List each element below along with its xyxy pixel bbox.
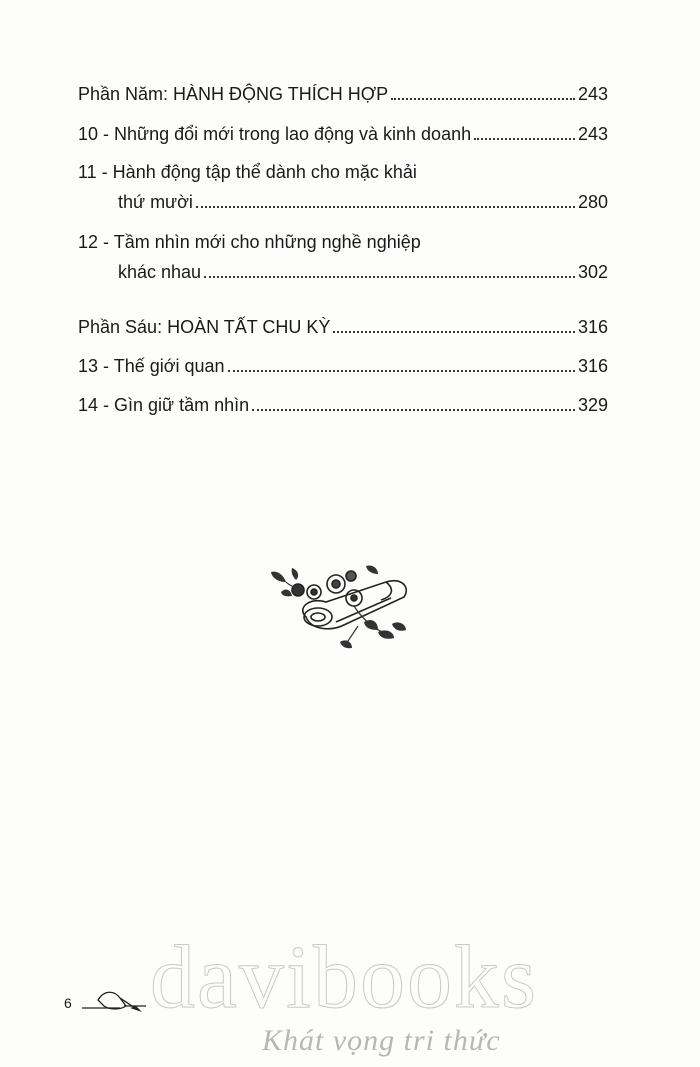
scroll-flower-ornament-icon xyxy=(266,562,416,657)
toc-entry-title: Phần Sáu: HOÀN TẤT CHU KỲ xyxy=(78,317,331,337)
toc-entry-chapter-14[interactable] xyxy=(78,395,608,415)
dot-leader xyxy=(228,356,575,372)
dot-leader xyxy=(333,317,575,333)
dot-leader xyxy=(474,124,575,140)
toc-entry-page: 329 xyxy=(577,395,608,415)
pen-flourish-icon xyxy=(80,984,150,1014)
toc-entry-page: 243 xyxy=(577,84,608,104)
watermark-tagline: Khát vọng tri thức xyxy=(262,1024,501,1057)
toc-entry-title: 13 - Thế giới quan xyxy=(78,356,225,376)
toc-entry-page: 316 xyxy=(577,317,608,337)
toc-entry-chapter-13[interactable] xyxy=(78,356,608,376)
dot-leader xyxy=(204,262,575,278)
toc-entry-title-continued: thứ mười xyxy=(118,192,193,212)
dot-leader xyxy=(391,84,575,100)
toc-entry-title: 14 - Gìn giữ tầm nhìn xyxy=(78,395,250,415)
toc-entry-part-6[interactable] xyxy=(78,317,608,337)
toc-entry-title: 10 - Những đổi mới trong lao động và kinh doanh xyxy=(78,124,472,144)
toc-entry-part-5[interactable] xyxy=(78,84,608,104)
toc-entry-page: 302 xyxy=(577,262,608,282)
toc-entry-page: 280 xyxy=(577,192,608,212)
toc-entry-chapter-10[interactable] xyxy=(78,124,608,144)
page-number: 6 xyxy=(64,995,72,1011)
dot-leader xyxy=(252,395,575,411)
toc-entry-page: 243 xyxy=(577,124,608,144)
toc-entry-page: 316 xyxy=(577,356,608,376)
toc-entry-title: Phần Năm: HÀNH ĐỘNG THÍCH HỢP xyxy=(78,84,389,104)
watermark-brand: davibooks xyxy=(150,928,538,1027)
toc-entry-title: 12 - Tầm nhìn mới cho những nghề nghiệp xyxy=(78,232,421,252)
toc-entry-title: 11 - Hành động tập thể dành cho mặc khải xyxy=(78,162,417,182)
dot-leader xyxy=(196,192,575,208)
toc-entry-title-continued: khác nhau xyxy=(118,262,202,282)
